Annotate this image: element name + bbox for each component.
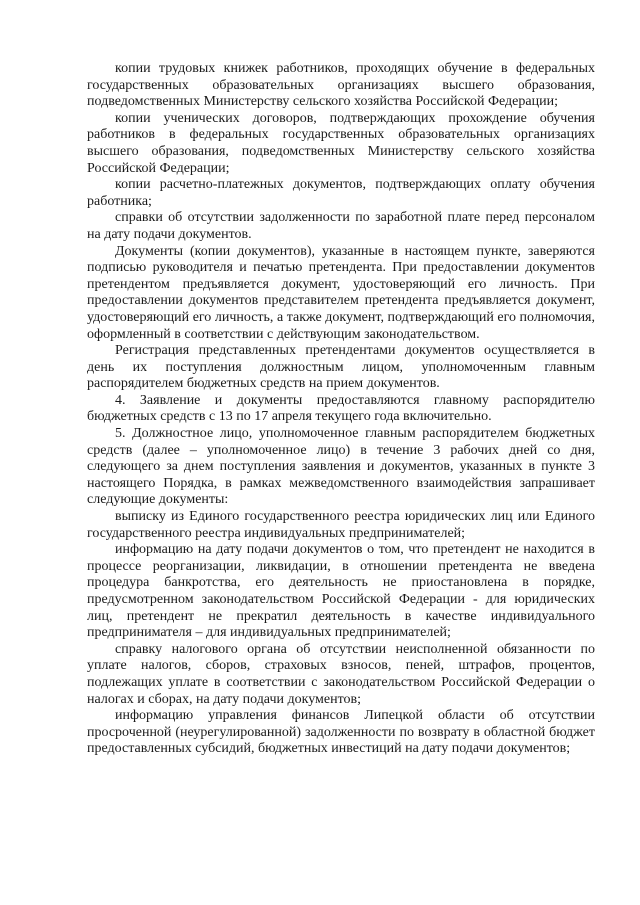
paragraph: Регистрация представленных претендентами документов осуществляется в день их поступления должностным лицом, уполномоченным главным распорядителем бюджетных средств на прием документов. [87, 343, 595, 392]
paragraph: информацию управления финансов Липецкой области об отсутствии просроченной (неурегулированной) задолженности по возврату в областной бюджет предоставленных субсидий, бюджетных инвестиций на дату подачи документов; [87, 708, 595, 757]
paragraph: 4. Заявление и документы предоставляются главному распорядителю бюджетных средств с 13 по 17 апреля текущего года включительно. [87, 392, 595, 425]
paragraph: справки об отсутствии задолженности по заработной плате перед персоналом на дату подачи документов. [87, 210, 595, 242]
paragraph: копии расчетно-платежных документов, подтверждающих оплату обучения работника; [87, 177, 595, 209]
paragraph: Документы (копии документов), указанные в настоящем пункте, заверяются подписью руководителя и печатью претендента. При предоставлении документов претендентом предъявляется документ, удостоверяющий его личность. При предоставлении документов представителем претендента предъявляется документ, удостоверяющий его личность, а также документ, подтверждающий его полномочия, оформленный в соответствии с действующим законодательством. [87, 243, 595, 342]
paragraph: копии трудовых книжек работников, проходящих обучение в федеральных государственных образовательных организациях высшего образования, подведомственных Министерству сельского хозяйства Российской Федерации; [87, 61, 595, 110]
document-body [87, 61, 595, 758]
paragraph: копии ученических договоров, подтверждающих прохождение обучения работников в федеральных государственных образовательных организациях высшего образования, подведомственных Министерству сельского хозяйства Российской Федерации; [87, 110, 595, 176]
paragraph: справку налогового органа об отсутствии неисполненной обязанности по уплате налогов, сборов, страховых взносов, пеней, штрафов, процентов, подлежащих уплате в соответствии с законодательством Российской Федерации о налогах и сборах, на дату подачи документов; [87, 641, 595, 707]
paragraph: 5. Должностное лицо, уполномоченное главным распорядителем бюджетных средств (далее – уполномоченное лицо) в течение 3 рабочих дней со дня, следующего за днем поступления заявления и документов, указанных в пункте 3 настоящего Порядка, в рамках межведомственного взаимодействия запрашивает следующие документы: [87, 426, 595, 508]
paragraph: информацию на дату подачи документов о том, что претендент не находится в процессе реорганизации, ликвидации, в отношении претендента не введена процедура банкротства, его деятельность не приостановлена в порядке, предусмотренном законодательством Российской Федерации - для юридических лиц, претендент не прекратил деятельность в качестве индивидуального предпринимателя – для индивидуальных предпринимателей; [87, 542, 595, 641]
paragraph: выписку из Единого государственного реестра юридических лиц или Единого государственного реестра индивидуальных предпринимателей; [87, 509, 595, 541]
